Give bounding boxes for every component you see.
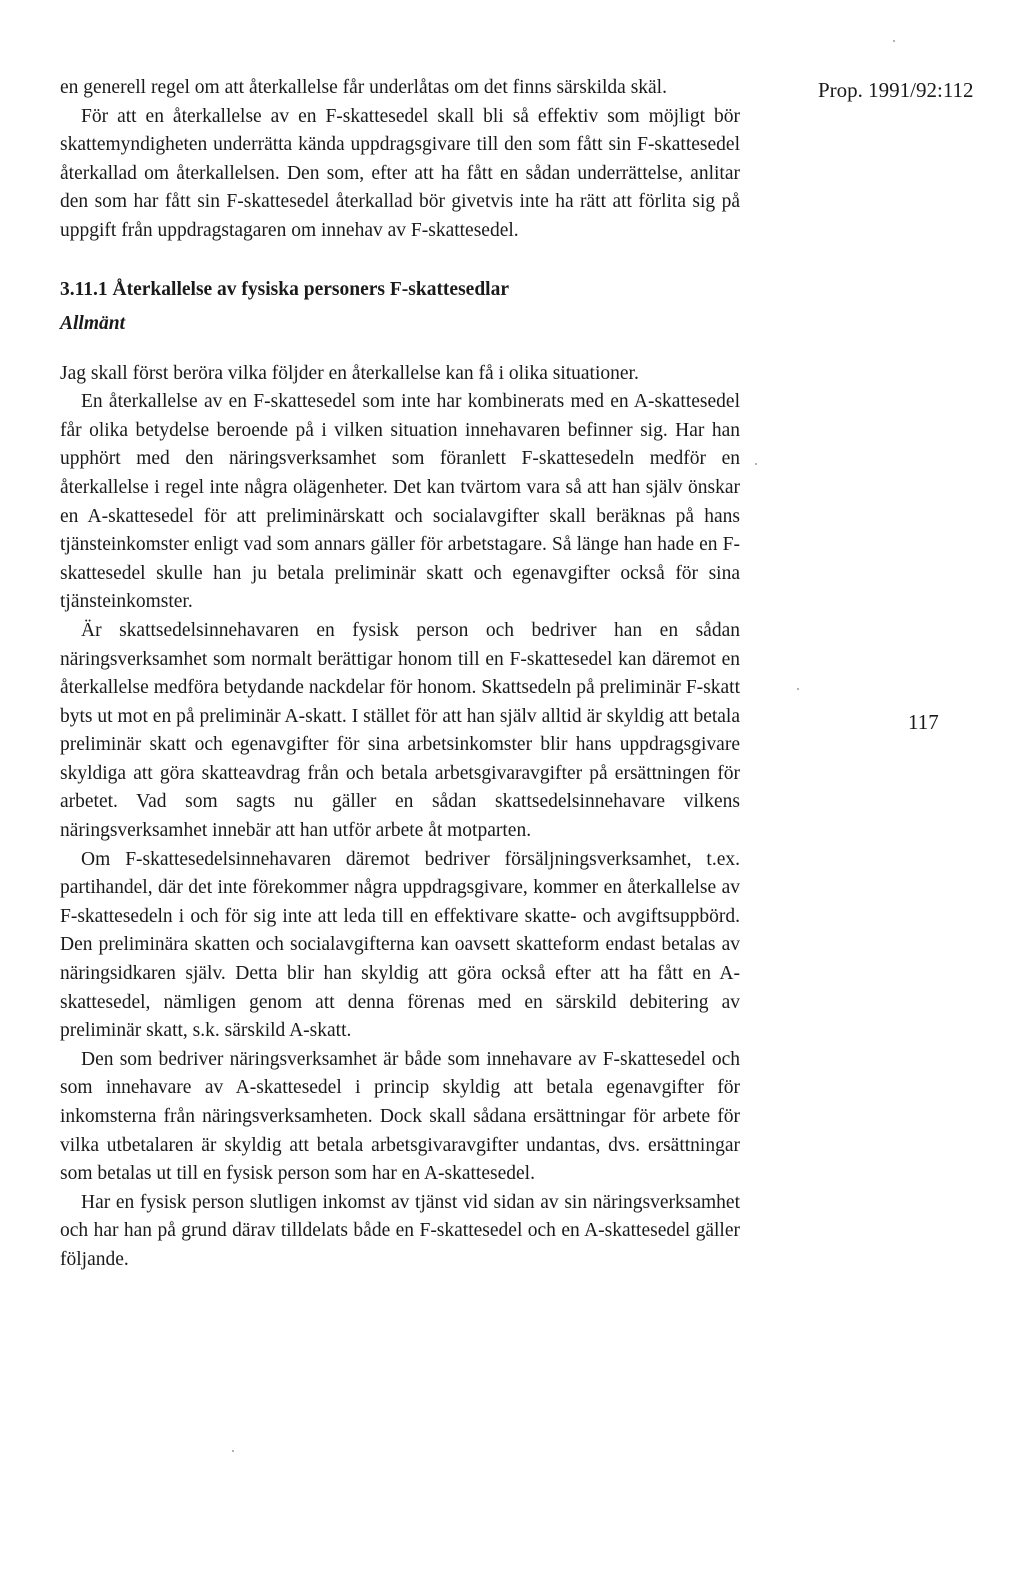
body-paragraph: Den som bedriver näringsverksamhet är både som innehavare av F-skattesedel och som innehavare av A-skattesedel i princip skyldig att betala egenavgifter för inkomsterna från näringsverksamheten. Dock skall sådana ersättningar för arbete för vilka utbetalaren är skyldig att betala arbetsgivaravgifter undantas, dvs. ersättningar som betalas ut till en fysisk person som har en A-skattesedel.: [60, 1048, 740, 1185]
scan-speck: [232, 1450, 234, 1452]
spacer: [60, 246, 740, 276]
intro-paragraph: en generell regel om att återkallelse får underlåtas om det finns särskilda skäl.: [60, 77, 667, 98]
body-paragraph: Är skattsedelsinnehavaren en fysisk person och bedriver han en sådan näringsverksamhet som normalt berättigar honom till en F-skattesedel kan däremot en återkallelse medföra betydande nackdelar för honom. Skattsedeln på preliminär F-skatt byts ut mot en på preliminär A-skatt. I stället för att han själv alltid är skyldig att betala preliminär skatt och egenavgifter för sina arbetsinkomster blir hans uppdragsgivare skyldiga att göra skatteavdrag från och betala arbetsgivaravgifter på ersättningen för arbetet. Vad som sagts nu gäller en sådan skattsedelsinnehavare vilkens näringsverksamhet innebär att han utför arbete åt motparten.: [60, 619, 740, 842]
proposition-reference: Prop. 1991/92:112: [818, 78, 974, 102]
scan-speck: [893, 40, 895, 42]
scan-speck: [755, 463, 757, 465]
body-paragraph: En återkallelse av en F-skattesedel som inte har kombinerats med en A-skattesedel får olika betydelse beroende på i vilken situation innehavaren befinner sig. Har han upphört med den näringsverksamhet som föranlett F-skattesedeln medför en återkallelse i regel inte några olägenheter. Det kan tvärtom vara så att han själv önskar en A-skattesedel för att preliminärskatt och socialavgifter skall beräknas på hans tjänsteinkomster enligt vad som annars gäller för arbetstagare. Så länge han hade en F-skattesedel skulle han ju betala preliminär skatt och egenavgifter också för sina tjänsteinkomster.: [60, 391, 740, 613]
section-subheading: Allmänt: [60, 312, 126, 334]
body-paragraph: Jag skall först beröra vilka följder en återkallelse kan få i olika situationer.: [60, 362, 639, 384]
body-paragraph: Har en fysisk person slutligen inkomst av tjänst vid sidan av sin näringsverksamhet och har han på grund därav tilldelats både en F-skattesedel och en A-skattesedel gäller följande.: [60, 1191, 740, 1270]
spacer: [60, 338, 740, 360]
body-paragraph: Om F-skattesedelsinnehavaren däremot bedriver försäljningsverksamhet, t.ex. partihandel, där det inte förekommer några uppdragsgivare, kommer en återkallelse av F-skattesedeln i och för sig inte att leda till en effektivare skatte- och avgiftsuppbörd. Den preliminära skatten och socialavgifterna kan oavsett skatteform endast betalas av näringsidkaren själv. Detta blir han skyldig att göra också efter att ha fått en A-skattesedel, nämligen genom att denna förenas med en särskild debitering av preliminär skatt, s.k. särskild A-skatt.: [60, 848, 740, 1042]
page-number: 117: [908, 710, 939, 734]
intro-paragraph: För att en återkallelse av en F-skattesedel skall bli så effektiv som möjligt bör skattemyndigheten underrätta kända uppdragsgivare till den som fått sin F-skattesedel återkallad om återkallelsen. Den som, efter att ha fått en sådan underrättelse, anlitar den som har fått sin F-skattesedel återkallad bör givetvis inte ha rätt att förlita sig på uppgift från uppdragstagaren om innehav av F-skattesedel.: [60, 105, 740, 241]
scan-speck: [797, 688, 799, 690]
section-heading: 3.11.1 Återkallelse av fysiska personers F-skattesedlar: [60, 278, 509, 300]
main-text-column: [60, 74, 740, 1275]
